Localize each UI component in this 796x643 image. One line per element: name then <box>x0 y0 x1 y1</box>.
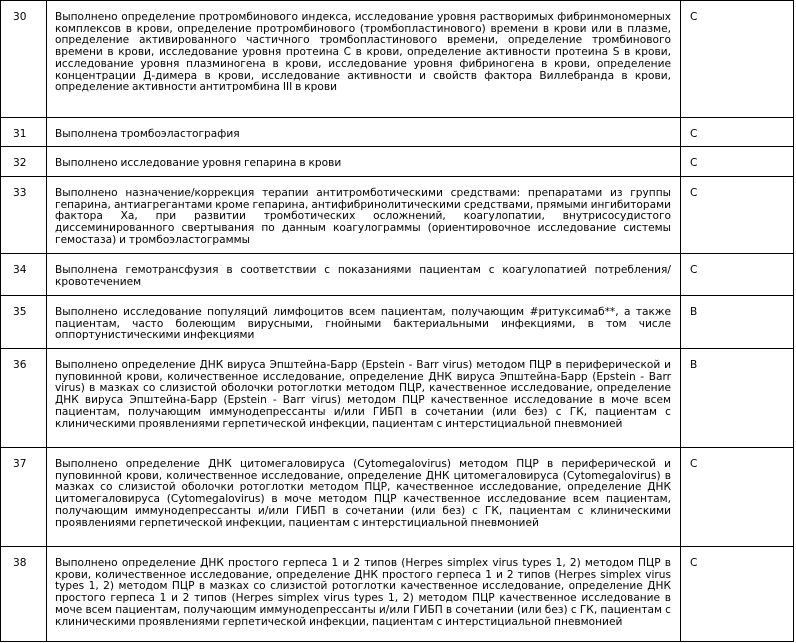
criterion-text: Выполнено определение ДНК цитомегаловируса (Cytomegalovirus) методом ПЦР в периферической и пуповинной крови, количественное исследование, определение ДНК цитомегаловируса (Cytomegalovirus) в мазках со слизистой оболочки ротоглотки методом ПЦР, качественное исследование, определение ДНК цитомегаловируса (Cytomegalovirus) в моче методом ПЦР качественное исследование всем пациентам, получающим иммунодепрессанты и/или ГИБП в сочетании (или без) с ГК, пациентам с клиническими проявлениями герпетической инфекции, пациентам с интерстициальной пневмонией <box>55 458 671 529</box>
table-row <box>0 146 794 177</box>
evidence-level-cell <box>680 547 794 642</box>
criterion-cell <box>46 118 680 147</box>
criterion-text: Выполнено определение ДНК вируса Эпштейна-Барр (Epstein - Barr virus) методом ПЦР в периферической и пуповинной крови, количественное исследование, определение ДНК вируса Эпштейна-Барр (Epstein - Barr virus) в мазках со слизистой оболочки ротоглотки методом ПЦР, качественное исследование, определение ДНК вируса Эпштейна-Барр (Epstein - Barr virus) методом ПЦР качественное исследование в моче всем пациентам, получающим иммунодепрессанты и/или ГИБП в сочетании (или без) с ГК, пациентам с клиническими проявлениями герпетической инфекции, пациентам с интерстициальной пневмонией <box>55 359 671 430</box>
evidence-level: C <box>690 187 698 199</box>
criterion-text: Выполнено исследование популяций лимфоцитов всем пациентам, получающим #ритуксимаб**, а также пациентам, часто болеющим вирусными, гнойными бактериальными инфекциями, в том числе оппортунистическими инфекциями <box>55 306 671 342</box>
row-number: 35 <box>13 306 27 318</box>
table-row <box>0 253 794 296</box>
evidence-level: C <box>690 458 698 470</box>
table-row <box>0 0 794 118</box>
table-row <box>0 117 794 147</box>
evidence-level-cell <box>680 1 794 118</box>
table-row <box>0 176 794 254</box>
row-number: 32 <box>13 157 27 169</box>
criterion-cell <box>46 177 680 254</box>
table-row <box>0 295 794 349</box>
criterion-text: Выполнено назначение/коррекция терапии антитромботическими средствами: препаратами из группы гепарина, антиагрегантами кроме гепарина, антифибринолитическими средствами, прямыми ингибиторами фактора Xa, при развитии тромботических осложнений, коагулопатии, внутрисосудистого диссеминированного свертывания по данным коагулограммы (ориентировочное исследование системы гемостаза) и тромбоэластограммы <box>55 187 671 246</box>
evidence-level-cell <box>680 254 794 296</box>
evidence-level: B <box>690 359 698 371</box>
criterion-text: Выполнено определение ДНК простого герпеса 1 и 2 типов (Herpes simplex virus types 1, 2) методом ПЦР в крови, количественное исследование, определение ДНК простого герпеса 1 и 2 типов (Herpes simplex virus types 1, 2) методом ПЦР в мазках со слизистой ротоглотки качественное исследование, определение ДНК простого герпеса 1 и 2 типов (Herpes simplex virus types 1, 2) методом ПЦР качественное исследование в моче всем пациентам, получающим иммунодепрессанты и/или ГИБП в сочетании (или без) с ГК, пациентам с клиническими проявлениями герпетической инфекции, пациентам с интерстициальной пневмонией <box>55 557 671 628</box>
row-number-cell <box>0 296 46 349</box>
criterion-cell <box>46 349 680 448</box>
evidence-level-cell <box>680 147 794 177</box>
row-number: 37 <box>13 458 27 470</box>
criterion-cell <box>46 254 680 296</box>
row-number-cell <box>0 448 46 547</box>
table-row <box>0 546 794 642</box>
row-number-cell <box>0 547 46 642</box>
evidence-level: C <box>690 557 698 569</box>
criterion-text: Выполнена гемотрансфузия в соответствии с показаниями пациентам с коагулопатией потребления/кровотечением <box>55 264 671 288</box>
evidence-level: C <box>690 264 698 276</box>
row-number: 30 <box>13 11 27 23</box>
evidence-level-cell <box>680 296 794 349</box>
evidence-level: B <box>690 306 698 318</box>
criterion-cell <box>46 547 680 642</box>
evidence-level-cell <box>680 448 794 547</box>
evidence-level: C <box>690 157 698 169</box>
row-number-cell <box>0 177 46 254</box>
row-number: 36 <box>13 359 27 371</box>
row-number: 34 <box>13 264 27 276</box>
row-number-cell <box>0 254 46 296</box>
criterion-text: Выполнено определение протромбинового индекса, исследование уровня растворимых фибринмономерных комплексов в крови, определение протромбинового (тромбопластинового) времени в крови или в плазме, определение активированного частичного тромбопластинового времени, определение тромбинового времени в крови, исследование уровня протеина C в крови, определение активности протеина S в крови, исследование уровня плазминогена в крови, исследование уровня фибриногена в крови, определение концентрации Д-димера в крови, исследование активности и свойств фактора Виллебранда в крови, определение активности антитромбина III в крови <box>55 11 671 94</box>
row-number-cell <box>0 349 46 448</box>
row-number: 33 <box>13 187 27 199</box>
table-row <box>0 348 794 448</box>
criterion-text: Выполнено исследование уровня гепарина в крови <box>55 157 342 169</box>
criterion-cell <box>46 1 680 118</box>
evidence-level-cell <box>680 349 794 448</box>
row-number-cell <box>0 147 46 177</box>
evidence-level-cell <box>680 177 794 254</box>
evidence-level: C <box>690 11 698 23</box>
row-number-cell <box>0 1 46 118</box>
evidence-level-cell <box>680 118 794 147</box>
criterion-cell <box>46 147 680 177</box>
row-number: 31 <box>13 128 27 140</box>
row-number-cell <box>0 118 46 147</box>
table-row <box>0 447 794 547</box>
evidence-level: C <box>690 128 698 140</box>
criterion-cell <box>46 448 680 547</box>
criterion-text: Выполнена тромбоэластография <box>55 128 240 140</box>
row-number: 38 <box>13 557 27 569</box>
criterion-cell <box>46 296 680 349</box>
table-bottom-border <box>0 641 794 642</box>
